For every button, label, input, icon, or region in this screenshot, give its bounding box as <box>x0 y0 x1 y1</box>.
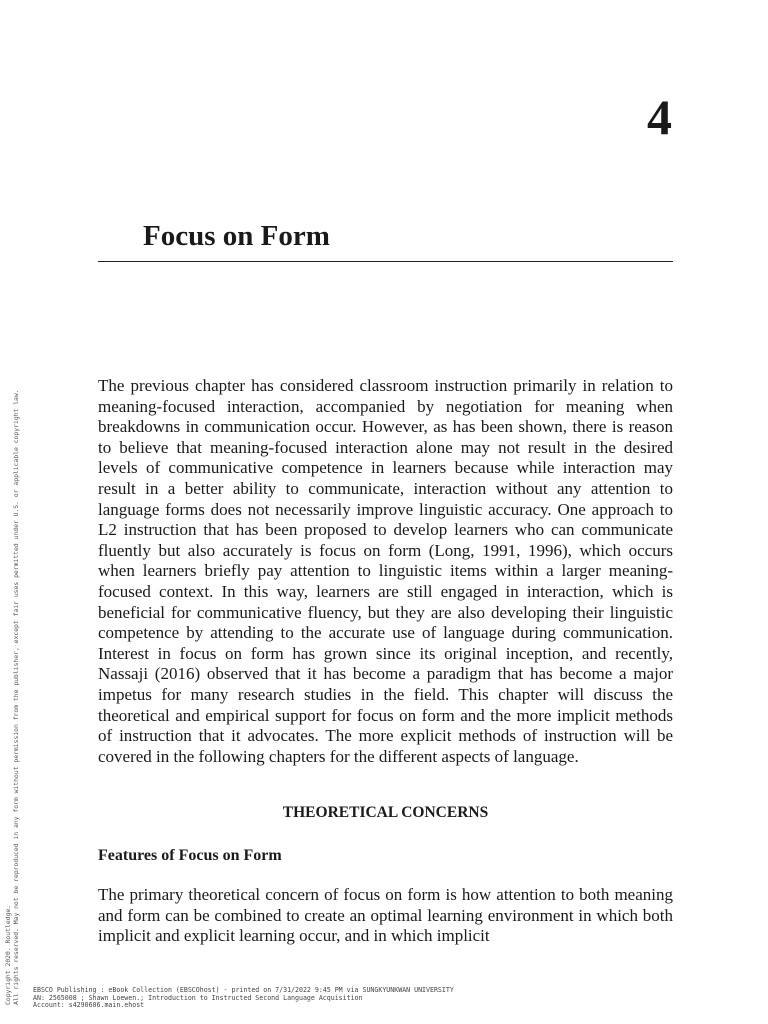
section-heading: THEORETICAL CONCERNS <box>282 804 489 821</box>
footer-an-line: AN: 2565008 ; Shawn Loewen.; Introduction to Instructed Second Language Acquisition <box>33 993 363 1002</box>
subsection-heading: Features of Focus on Form <box>98 847 282 864</box>
copyright-notice <box>4 325 20 1005</box>
footer-print-line: EBSCO Publishing : eBook Collection (EBSCOhost) - printed on 7/31/2022 9:45 PM via SUNGKYUNKWAN UNIVERSITY <box>33 986 454 994</box>
copyright-line: Copyright 2020. Routledge. <box>4 904 12 1005</box>
intro-paragraph: The previous chapter has considered classroom instruction primarily in relation to meaning-focused interaction, accompanied by negotiation for meaning when breakdowns in communication occur. However, as has been shown, there is reason to believe that meaning-focused interaction alone may not result in the desired levels of communicative competence in learners because while interaction may result in a better ability to communicate, interaction without any attention to language forms does not necessarily improve linguistic accuracy. One approach to L2 instruction that has been proposed to develop learners who can communicate fluently but also accurately is focus on form (Long, 1991, 1996), which occurs when learners briefly pay attention to linguistic items within a larger meaning-focused context. In this way, learners are still engaged in interaction, which is beneficial for communicative fluency, but they are also developing their linguistic competence by attending to the accurate use of language during communication. Interest in focus on form has grown since its original inception, and recently, Nassaji (2016) observed that it has become a paradigm that has become a major impetus for many research studies in the field. This chapter will discuss the theoretical and empirical support for focus on form and the more implicit methods of instruction that it advocates. The more explicit methods of instruction will be covered in the following chapters for the different aspects of language. <box>98 376 673 766</box>
title-divider <box>98 261 673 262</box>
chapter-number: 4 <box>647 89 672 145</box>
features-paragraph: The primary theoretical concern of focus on form is how attention to both meaning and form can be combined to create an optimal learning environment in which both implicit and explicit learning occur, and in which implicit <box>98 885 673 946</box>
footer-account-line: Account: s4290606.main.ehost <box>33 1001 145 1010</box>
print-footer <box>33 987 454 1010</box>
chapter-title: Focus on Form <box>143 220 330 252</box>
rights-line: All rights reserved. May not be reproduced in any form without permission from the publisher, except fair uses permitted under U.S. or applicable copyright law. <box>12 389 20 1005</box>
